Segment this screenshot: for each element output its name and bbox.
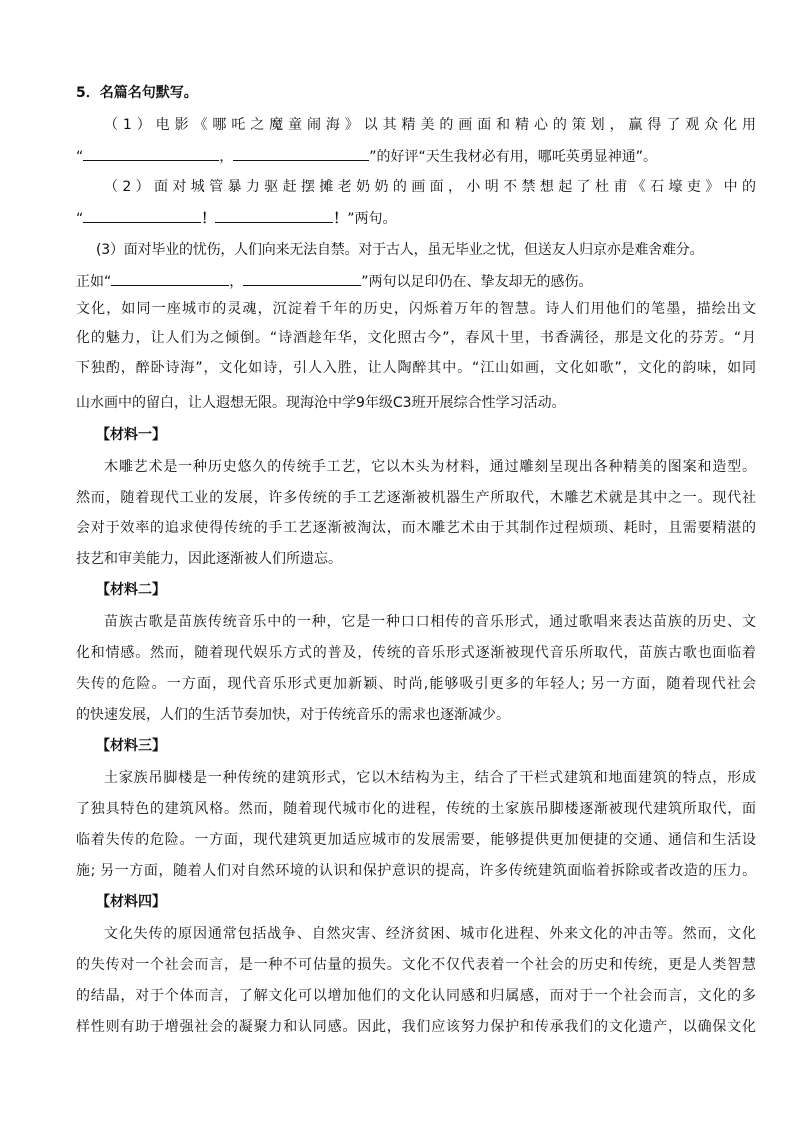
item-1-suffix: ”的好评“天生我材必有用，哪吒英勇显神通”。 <box>369 149 658 165</box>
material-1-heading: 【材料一】 <box>96 427 166 443</box>
material-1-line: 木雕艺术是一种历史悠久的传统手工艺，它以木头为材料，通过雕刻呈现出各种精美的图案和造型。 <box>104 459 756 475</box>
open-quote: “ <box>76 211 84 227</box>
material-4-line: 的失传对一个社会而言，是一种不可估量的损失。文化不仅代表着一个社会的历史和传统，更是人类智慧 <box>76 957 756 973</box>
item-1-prompt: （1）电影《哪吒之魔童闹海》以其精美的画面和精心的策划，赢得了观众化用 <box>104 117 756 133</box>
question-number: 5． <box>76 85 100 101</box>
material-1-line: 技艺和审美能力，因此逐渐被人们所遗忘。 <box>76 551 342 567</box>
material-2-line: 的快速发展，人们的生活节奏加快，对于传统音乐的需求也逐渐减少。 <box>76 707 510 723</box>
material-3-line: 了独具特色的建筑风格。然而，随着现代城市化的进程，传统的土家族吊脚楼逐渐被现代建筑所取代，面 <box>76 801 756 817</box>
item-3-prompt: (3）面对毕业的忧伤，人们向来无法自禁。对于古人，虽无毕业之忧，但送友人归京亦是难舍难分。 <box>96 242 704 258</box>
answer-blank-2b[interactable] <box>215 207 333 223</box>
material-2-heading: 【材料二】 <box>96 582 166 598</box>
material-1-line: 会对于效率的追求使得传统的手工艺逐渐被淘汰，而木雕艺术由于其制作过程烦琐、耗时，且需要精湛的 <box>76 520 756 536</box>
answer-blank-1a[interactable] <box>83 145 219 161</box>
item-2-answer-line <box>76 207 756 229</box>
material-3-line: 临着失传的危险。一方面，现代建筑更加适应城市的发展需要，能够提供更加便捷的交通、通信和生活设 <box>76 832 756 848</box>
question-heading <box>76 83 756 103</box>
material-4-line: 文化失传的原因通常包括战争、自然灾害、经济贫困、城市化进程、外来文化的冲击等。然而，文化 <box>104 926 756 942</box>
item-2-suffix: ”两句。 <box>347 211 397 227</box>
material-4-heading: 【材料四】 <box>96 894 166 910</box>
separator: ， <box>219 149 234 165</box>
material-4-line: 的结晶，对于个体而言，了解文化可以增加他们的文化认同感和归属感，而对于一个社会而言，文化的多 <box>76 988 756 1004</box>
answer-blank-3b[interactable] <box>243 270 361 286</box>
material-3-heading: 【材料三】 <box>96 738 166 754</box>
intro-line: 山水画中的留白，让人遐想无限。现海沧中学9年级C3班开展综合性学习活动。 <box>76 395 566 411</box>
item-2-prompt: （2）面对城管暴力驱赶摆摊老奶奶的画面，小明不禁想起了杜甫《石壕吏》中的 <box>104 179 756 195</box>
answer-blank-2a[interactable] <box>83 207 201 223</box>
separator: ， <box>229 274 244 290</box>
intro-line: 文化，如同一座城市的灵魂，沉淀着千年的历史，闪烁着万年的智慧。诗人们用他们的笔墨，描绘出文 <box>76 301 756 317</box>
exclaim-mark: ！ <box>333 211 348 227</box>
answer-blank-3a[interactable] <box>111 270 229 286</box>
item-3-answer-line <box>76 270 756 292</box>
open-quote: “ <box>76 149 84 165</box>
item-1-answer-line <box>76 145 756 167</box>
material-2-line: 化和情感。然而，随着现代娱乐方式的普及，传统的音乐形式逐渐被现代音乐所取代，苗族古歌也面临着 <box>76 645 756 661</box>
material-2-line: 苗族古歌是苗族传统音乐中的一种，它是一种口口相传的音乐形式，通过歌唱来表达苗族的历史、文 <box>104 614 756 630</box>
material-3-line: 施; 另一方面，随着人们对自然环境的认识和保护意识的提高，许多传统建筑面临着拆除或者改造的压力。 <box>76 863 756 879</box>
open-quote: 正如“ <box>76 274 112 290</box>
answer-blank-1b[interactable] <box>233 145 369 161</box>
question-title: 名篇名句默写。 <box>99 85 198 101</box>
material-1-line: 然而，随着现代工业的发展，许多传统的手工艺逐渐被机器生产所取代，木雕艺术就是其中之一。现代社 <box>76 490 756 506</box>
material-3-line: 土家族吊脚楼是一种传统的建筑形式，它以木结构为主，结合了干栏式建筑和地面建筑的特点，形成 <box>104 770 756 786</box>
item-3-suffix: ”两句以足印仍在、挚友却无的感伤。 <box>361 274 593 290</box>
intro-line: 化的魅力，让人们为之倾倒。“诗酒趁年华，文化照古今”，春风十里，书香满径，那是文化的芬芳。“月 <box>76 330 756 346</box>
intro-line: 下独酌，醉卧诗海”，文化如诗，引人入胜，让人陶醉其中。“江山如画，文化如歌”，文化的韵味，如同 <box>76 360 756 376</box>
material-2-line: 失传的危险。一方面，现代音乐形式更加新颖、时尚,能够吸引更多的年轻人; 另一方面，随着现代社会 <box>76 676 756 692</box>
separator: ！ <box>201 211 216 227</box>
material-4-line: 样性则有助于增强社会的凝聚力和认同感。因此，我们应该努力保护和传承我们的文化遗产，以确保文化 <box>76 1019 756 1035</box>
